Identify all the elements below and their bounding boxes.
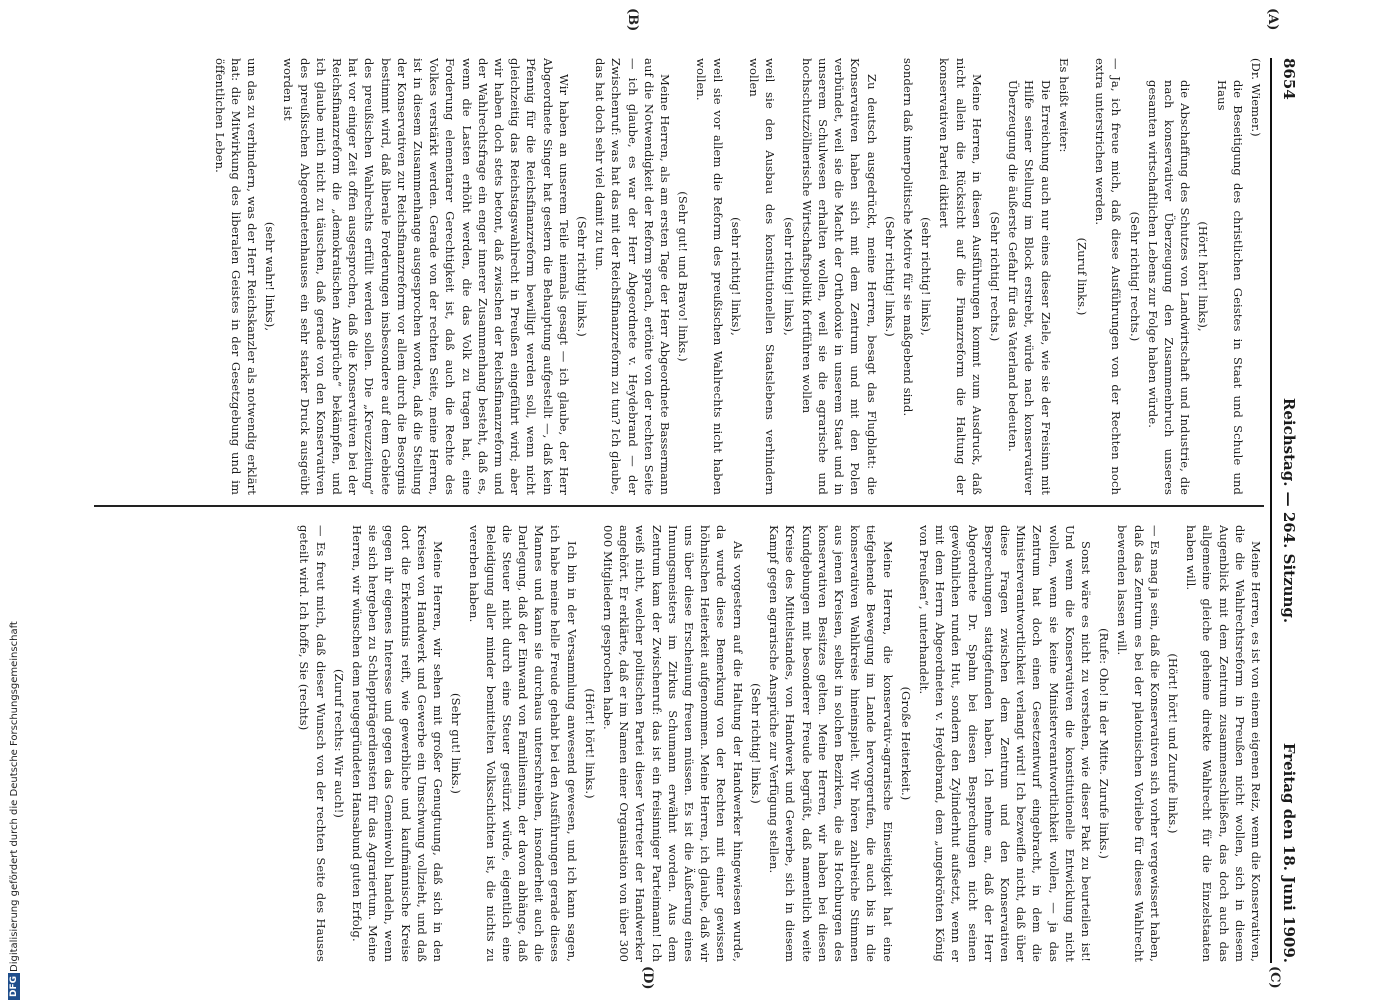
margin-marker-b: (B) <box>625 8 640 32</box>
paragraph: (Rufe: Oho! in der Mitte. Zurufe links.) <box>1097 628 1112 859</box>
paragraph: Als vorgestern auf die Haltung der Handwerker hingewiesen wurde, da wurde diese Bemerkung von der Rechten mit einer gewissen höhnischen Heiterkeit aufgenommen. Meine Herren, ich glaube, daß wir uns über diese Erscheinung freuen müssen. Es ist die Äußerung eines Innungsmeisters im Zirkus Schumann erwähnt worden. Aus dem Zentrum kam der Zwischenruf: das ist ein freisinniger Parteimann! Ich weiß nicht, welcher politischen Partei dieser Vertreter der Handwerker angehört. Er erklärte, daß er im Namen einer Organisation von über 300 000 Mitgliedern gesprochen habe. <box>601 525 745 962</box>
paragraph: Meine Herren, in diesen Ausführungen kommt zum Ausdruck, daß nicht allein die Rücksicht auf die Finanzreform die Haltung der konservativen Partei diktiert <box>937 58 984 495</box>
paragraph: Es heißt weiter: <box>1056 58 1071 153</box>
page-number: 8654 <box>1280 58 1298 100</box>
scanned-page <box>20 0 1320 1000</box>
paragraph: Wir haben an unserem Teile niemals gesagt — ich glaube, der Herr Abgeordnete Singer hat gestern die Behauptung aufgestellt —, daß kein Pfennig für die Reichsfinanzreform bewilligt werden soll, wenn nicht gleichzeitig das Reichstagswahlrecht in Preußen eingeführt wird; aber wir haben doch stets betont, daß zwischen der Reichsfinanzreform und der Wahlrechtsfrage ein enger innerer Zusammenhang besteht, daß es, wenn die Lasten erhöht werden, die das Volk zu tragen hat, eine Forderung elementarer Gerechtigkeit ist, daß auch die Rechte des Volkes verstärkt werden. Gerade von der rechten Seite, meine Herren, ist in diesem Zusammenhange ausgesprochen worden, daß die Stellung der Konservativen zur Reichsfinanzreform vor allem durch die Besorgnis bestimmt wird, daß liberale Forderungen insbesondere auf dem Gebiete des preußischen Wahlrechts erfüllt werden sollen. Die „Kreuzzeitung“ hat vor einiger Zeit offen ausgesprochen, daß die Konservativen bei der Reichsfinanzreform die „demokratischen Ansprüche“ bekämpfen, und ich glaube mich nicht zu täuschen, daß gerade von den Konservativen des preußischen Abgeordnetenhauses ein sehr starker Druck ausgeübt worden ist <box>281 58 571 495</box>
digitization-credit <box>7 0 25 1000</box>
paragraph: sondern daß innerpolitische Motive für sie maßgebend sind. <box>900 58 915 417</box>
paragraph: (Große Heiterkeit.) <box>898 686 913 801</box>
paragraph: (sehr wahr! links), <box>263 221 278 332</box>
paragraph: (Sehr richtig! rechts.) <box>1127 211 1142 342</box>
margin-marker-d: (D) <box>640 966 655 990</box>
paragraph: Die Erreichung auch nur eines dieser Ziele, wie sie der Freisinn mit Hilfe seiner Stellung im Block erstrebt, würde nach konservativer Überzeugung die äußerste Gefahr für das Vaterland bedeuten. <box>1006 80 1053 495</box>
paragraph: Meine Herren, es ist von einem eigenen Reiz, wenn die Konservativen, die die Wahlrechtsreform in Preußen nicht wollen, sich in diesem Augenblick mit dem Zentrum zusammenschließen, das doch auch das allgemeine gleiche geheime direkte Wahlrecht für die Einzelstaaten haben will. <box>1184 525 1263 962</box>
paragraph: — Es freut mich, daß dieser Wunsch von der rechten Seite des Hauses geteilt wird. Ich hoffe, Sie (rechts) <box>297 525 328 962</box>
credit-text: Digitalisierung gefördert durch die Deutsche Forschungsgemeinschaft <box>9 621 20 972</box>
paragraph: (Zuruf links.) <box>1074 237 1089 316</box>
paragraph: (Hört! hört! links.) <box>582 688 597 799</box>
paragraph: (Sehr richtig! links.) <box>882 216 897 337</box>
paragraph: Ich bin in der Versammlung anwesend gewesen, und ich kann sagen, ich habe meine helle Freude gehabt bei den Ausführungen gerade dieses Mannes und kann sie durchaus unterschreiben, insonderheit auch die Darlegung, daß der Einwand von Familiensinn, der davon abhänge, daß die Steuer nicht durch eine Steuer gestürzt würde, eigentlich eine Beleidigung aller minder bemittelten Volksschichten ist, die nichts zu vererben haben. <box>467 525 579 962</box>
page-title: Reichstag. — 264. Sitzung. <box>1280 397 1298 624</box>
paragraph: (sehr richtig! links), <box>728 217 743 336</box>
paragraph: (sehr richtig! links), <box>781 217 796 336</box>
column-divider <box>94 505 1264 507</box>
paragraph: Zu deutsch ausgedrückt, meine Herren, besagt das Flugblatt: die Konservativen haben sich mit dem Zentrum und mit den Polen verbündet, weil sie die Macht der Orthodoxie in unserem Staat und in unserem Schulwesen erhalten wollen, weil sie die agrarische und hochschutzzöllnerische Wirtschaftspolitik fortführen wollen <box>799 58 879 495</box>
paragraph: die Beseitigung des christlichen Geistes in Staat und Schule und Haus <box>1214 80 1245 495</box>
paragraph: (Hört! hört! und Zurufe links.) <box>1165 653 1180 834</box>
paragraph: (Sehr richtig! rechts.) <box>987 211 1002 342</box>
paragraph: weil sie vor allem die Reform des preußischen Wahlrechts nicht haben wollen. <box>694 58 725 495</box>
paragraph: (Sehr richtig! links.) <box>748 683 763 804</box>
paragraph: Meine Herren, wir sehen mit großer Genugtuung, daß sich in den Kreisen von Handwerk und Gewerbe ein Umschwung vollzieht, und daß dort die Erkenntnis reift, wie gewerbliche und kaufmännische Kreise gegen ihr eigenes Interesse und gegen das Gemeinwohl handeln, wenn sie sich hergeben zu Schleppträgerdiensten für das Agrariertum. Meine Herren, wir wünschen dem neugegründeten Hansabund guten Erfolg. <box>350 525 446 962</box>
dfg-logo: DFG <box>8 973 20 1000</box>
paragraph: Meine Herren, die konservativ-agrarische Einseitigkeit hat eine tiefgehende Bewegung im Lande hervorgerufen, die auch bis in die konservativen Wahlkreise hineinspielt. Wir hören zahlreiche Stimmen aus jenen Kreisen, selbst in solchen Bezirken, die als Hochburgen des konservativen Besitzes gelten. Meine Herren, wir haben bei diesen Kundgebungen mit besonderer Freude begrüßt, daß namentlich weite Kreise des Mittelstandes, von Handwerk und Gewerbe, sich in diesem Kampf gegen agrarische Ansprüche zur Verfügung stellen. <box>767 525 895 962</box>
session-date: Freitag den 18. Juni 1909. <box>1280 742 1298 963</box>
paragraph: (Zuruf rechts: Wir auch!) <box>331 668 346 819</box>
paragraph: — Es mag ja sein, daß die Konservativen sich vorher vergewissert haben, daß das Zentrum es bei der platonischen Vorliebe für dieses Wahlrecht bewenden lassen will. <box>1115 525 1162 962</box>
right-text-column <box>84 525 1264 962</box>
paragraph: weil sie den Ausbau des konstitutionellen Staatslebens verhindern wollen <box>747 58 778 495</box>
margin-marker-c: (C) <box>1267 966 1282 989</box>
paragraph: (Sehr gut! links.) <box>449 693 464 794</box>
paragraph: die Abschaffung des Schutzes von Landwirtschaft und Industrie, die nach konservativer Überzeugung den Zusammenbruch unseres gesamten wirtschaftlichen Lebens zur Folge haben würde. <box>1145 80 1193 495</box>
paragraph: — Ja, ich freue mich, daß diese Ausführungen von der Rechten noch extra unterstrichen werden. <box>1093 58 1124 495</box>
paragraph: um das zu verhindern, was der Herr Reichskanzler als notwendig erklärt hat: die Mitwirkung des liberalen Geistes in der Gesetzgebung und im öffentlichen Leben. <box>212 58 260 495</box>
paragraph: (sehr richtig! links), <box>919 217 934 336</box>
paragraph: Sonst wäre es nicht zu verstehen, wie dieser Pakt zu beurteilen ist! Und wenn die Konservativen die konstitutionelle Entwicklung nicht wollen, wenn sie keine Ministerverantwortlichkeit wollen, — ja das Zentrum hat doch einen Gesetzentwurf eingebracht, in dem die Ministerverantwortlichkeit verlangt wird! Ich bezweifle nicht, daß über diese Fragen zwischen dem Zentrum und den Konservativen Besprechungen stattgefunden haben. Ich nehme an, daß der Herr Abgeordnete Dr. Spahn bei diesen Besprechungen nicht seinen gewöhnlichen runden Hut, sondern den Zylinderhut aufsetzt, wenn er mit dem Herrn Abgeordneten v. Heydebrand, dem „ungekrönten König von Preußen“, unterhandelt. <box>916 525 1093 962</box>
margin-marker-a: (A) <box>1265 8 1280 31</box>
paragraph: (Hört! hört! links), <box>1196 221 1211 332</box>
paragraph: (Sehr gut! und Bravo! links.) <box>676 191 691 362</box>
paragraph: (Dr. Wiemer.) <box>1249 58 1263 137</box>
paragraph: (Sehr richtig! links.) <box>575 216 590 337</box>
left-text-column <box>84 58 1264 495</box>
page-header <box>1270 58 1302 963</box>
paragraph: Meine Herren, als am ersten Tage der Herr Abgeordnete Bassermann auf die Notwendigkeit der Reform sprach, ertönte von der rechten Seite — ich glaube, es war der Herr Abgeordnete v. Heydebrand — der Zwischenruf: was hat das mit der Reichsfinanzreform zu tun? Ich glaube, das hat doch sehr viel damit zu tun. <box>593 58 673 495</box>
